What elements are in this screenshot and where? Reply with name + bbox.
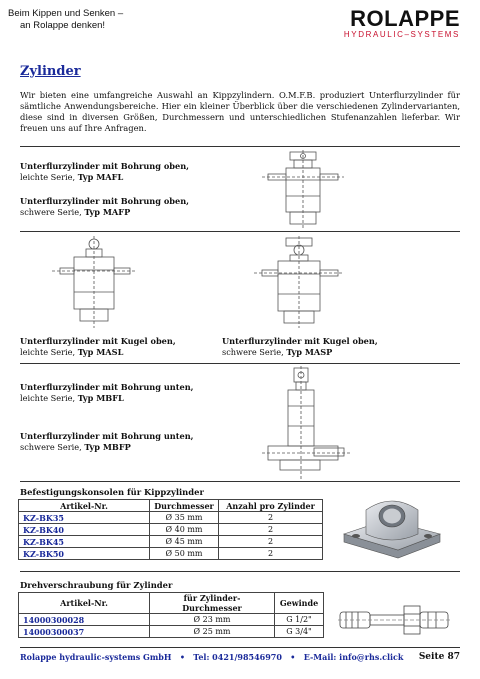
slogan-line-2: an Rolappe denken!: [20, 20, 106, 31]
footer-contact: Rolappe hydraulic-systems GmbH • Tel: 0421/98546970 • E-Mail: info@rhs.click: [20, 652, 404, 662]
consoles-title: Befestigungskonsolen für Kippzylinder: [20, 487, 204, 497]
product-mbfp: [20, 431, 194, 453]
page-number: Seite 87: [418, 652, 460, 662]
diameter: Ø 50 mm: [150, 548, 219, 560]
mounting-bracket-image: [338, 490, 446, 562]
footer: [20, 652, 460, 662]
product-mbfl: [20, 382, 194, 404]
diameter: Ø 35 mm: [150, 512, 219, 524]
product-mafl: [20, 161, 189, 183]
intro-paragraph: Wir bieten eine umfangreiche Auswahl an Kippzylindern. O.M.F.B. produziert Unterflurzylinder für sämtliche Anwendungsbereiche. Hier ein kleiner Überblick über die verschiedenen Zylindervarianten, diese sind in diversen Größen, Durchmessern und unterschiedlichen Stufenanzahlen lieferbar. Wir freuen uns auf Ihre Anfragen.: [20, 90, 460, 133]
table-row: [19, 626, 324, 638]
count: 2: [219, 548, 323, 560]
product-name: Unterflurzylinder mit Bohrung unten,: [20, 431, 194, 441]
cylinder-bore-bottom-drawing: [262, 366, 352, 480]
count: 2: [219, 536, 323, 548]
table-row: [19, 524, 323, 536]
thread: G 1/2": [275, 614, 324, 626]
product-series: schwere Serie,: [20, 442, 85, 452]
divider: [20, 231, 460, 232]
product-name: Unterflurzylinder mit Bohrung oben,: [20, 196, 190, 206]
table-row: [19, 512, 323, 524]
product-name: Unterflurzylinder mit Kugel oben,: [222, 336, 378, 346]
cylinder-ball-top-heavy-drawing: [254, 236, 344, 328]
product-series: leichte Serie,: [20, 347, 78, 357]
product-series: leichte Serie,: [20, 393, 78, 403]
table-row: [19, 548, 323, 560]
product-type: Typ MASP: [286, 347, 333, 357]
article-number: 14000300028: [19, 614, 150, 626]
table-row: [19, 614, 324, 626]
article-number: KZ-BK50: [19, 548, 150, 560]
company-logo: [344, 8, 460, 40]
article-number: KZ-BK35: [19, 512, 150, 524]
divider: [20, 481, 460, 482]
divider: [20, 647, 460, 648]
count: 2: [219, 524, 323, 536]
product-series: leichte Serie,: [20, 172, 78, 182]
slogan-line-1: Beim Kippen und Senken –: [8, 8, 124, 19]
page-title: Zylinder: [20, 64, 81, 79]
slogan: [8, 8, 123, 32]
cylinder-diameter: Ø 23 mm: [150, 614, 275, 626]
table-row: [19, 536, 323, 548]
column-header: Durchmesser: [150, 500, 219, 512]
column-header: Gewinde: [275, 593, 324, 614]
diameter: Ø 45 mm: [150, 536, 219, 548]
logo-brand: ROLAPPE: [350, 6, 460, 31]
product-type: Typ MAFL: [77, 172, 124, 182]
product-name: Unterflurzylinder mit Bohrung oben,: [20, 161, 190, 171]
divider: [20, 146, 460, 147]
column-header: für Zylinder-Durchmesser: [150, 593, 275, 614]
cylinder-bore-top-drawing: [262, 150, 344, 230]
table-header-row: [19, 593, 324, 614]
cylinder-ball-top-light-drawing: [52, 236, 136, 328]
product-series: schwere Serie,: [222, 347, 287, 357]
product-masp: [222, 336, 378, 358]
swivel-fitting-drawing: [338, 600, 452, 640]
column-header: Anzahl pro Zylinder: [219, 500, 323, 512]
cylinder-diameter: Ø 25 mm: [150, 626, 275, 638]
divider: [20, 571, 460, 572]
table-header-row: [19, 500, 323, 512]
product-type: Typ MASL: [77, 347, 124, 357]
article-number: 14000300037: [19, 626, 150, 638]
column-header: Artikel-Nr.: [19, 500, 150, 512]
divider: [20, 363, 460, 364]
product-type: Typ MAFP: [84, 207, 131, 217]
product-name: Unterflurzylinder mit Kugel oben,: [20, 336, 176, 346]
product-mafp: [20, 196, 189, 218]
article-number: KZ-BK45: [19, 536, 150, 548]
fittings-table: [18, 592, 324, 638]
product-masl: [20, 336, 176, 358]
diameter: Ø 40 mm: [150, 524, 219, 536]
product-series: schwere Serie,: [20, 207, 85, 217]
product-name: Unterflurzylinder mit Bohrung unten,: [20, 382, 194, 392]
product-type: Typ MBFP: [84, 442, 131, 452]
consoles-table: [18, 499, 323, 560]
article-number: KZ-BK40: [19, 524, 150, 536]
product-type: Typ MBFL: [77, 393, 124, 403]
count: 2: [219, 512, 323, 524]
fittings-title: Drehverschraubung für Zylinder: [20, 580, 173, 590]
logo-subtitle: HYDRAULIC–SYSTEMS: [343, 30, 460, 39]
thread: G 3/4": [275, 626, 324, 638]
column-header: Artikel-Nr.: [19, 593, 150, 614]
